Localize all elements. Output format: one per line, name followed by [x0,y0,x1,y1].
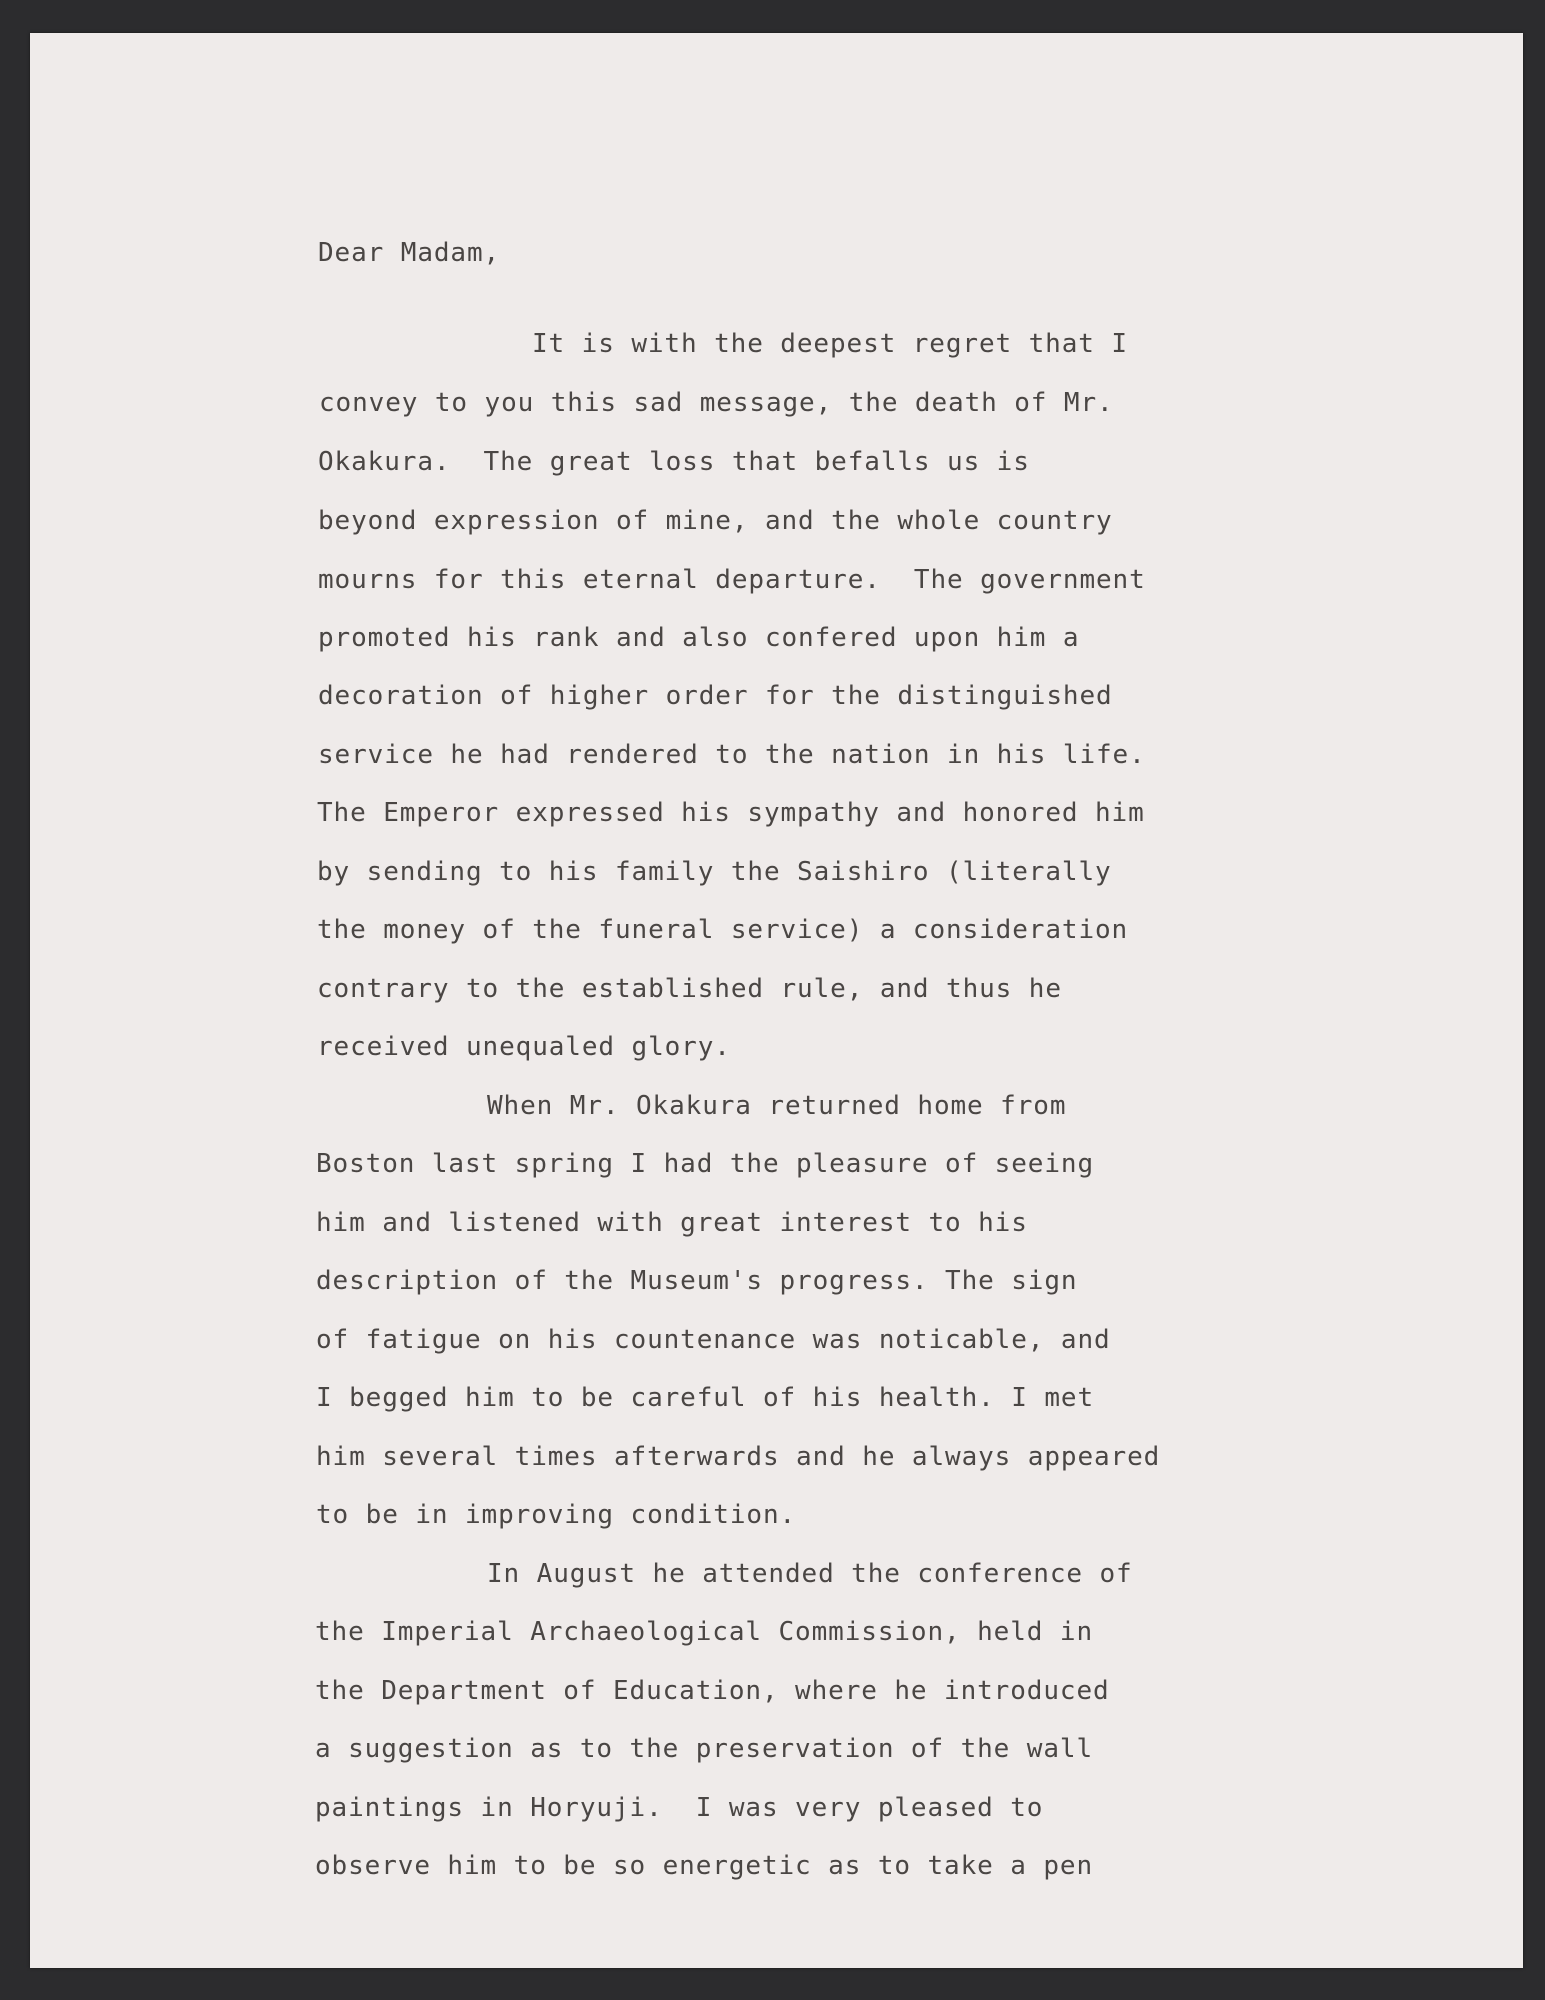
text-line: Okakura. The great loss that befalls us is [318,447,1030,477]
text-line: the money of the funeral service) a consideration [317,915,1129,945]
text-line: Boston last spring I had the pleasure of seeing [316,1149,1095,1179]
text-line: mourns for this eternal departure. The government [318,565,1146,595]
text-line: paintings in Horyuji. I was very pleased to [315,1793,1044,1823]
text-line: him several times afterwards and he always appeared [316,1442,1161,1472]
text-line: the Imperial Archaeological Commission, held in [315,1617,1094,1647]
salutation: Dear Madam, [318,238,501,268]
text-line: In August he attended the conference of [487,1559,1133,1589]
text-line: The Emperor expressed his sympathy and honored him [317,798,1145,828]
text-line: him and listened with great interest to his [316,1208,1028,1238]
text-line: observe him to be so energetic as to take a pen [315,1851,1094,1881]
text-line: by sending to his family the Saishiro (literally [317,857,1112,887]
text-line: service he had rendered to the nation in his life. [318,740,1146,770]
letter-page [30,33,1523,1968]
text-line: of fatigue on his countenance was noticable, and [316,1325,1111,1355]
text-line: the Department of Education, where he introduced [315,1676,1110,1706]
text-line: a suggestion as to the preservation of the wall [315,1734,1094,1764]
text-line: decoration of higher order for the distinguished [318,681,1113,711]
text-line: description of the Museum's progress. The sign [316,1266,1078,1296]
text-line: I begged him to be careful of his health. I met [316,1383,1095,1413]
text-line: contrary to the established rule, and thus he [317,974,1062,1004]
text-line: When Mr. Okakura returned home from [487,1091,1067,1121]
text-line: It is with the deepest regret that I [532,329,1128,359]
text-line: convey to you this sad message, the death of Mr. [319,388,1114,418]
text-line: promoted his rank and also confered upon him a [318,623,1080,653]
text-line: to be in improving condition. [316,1500,797,1530]
text-line: beyond expression of mine, and the whole country [318,506,1113,536]
text-line: received unequaled glory. [317,1032,731,1062]
